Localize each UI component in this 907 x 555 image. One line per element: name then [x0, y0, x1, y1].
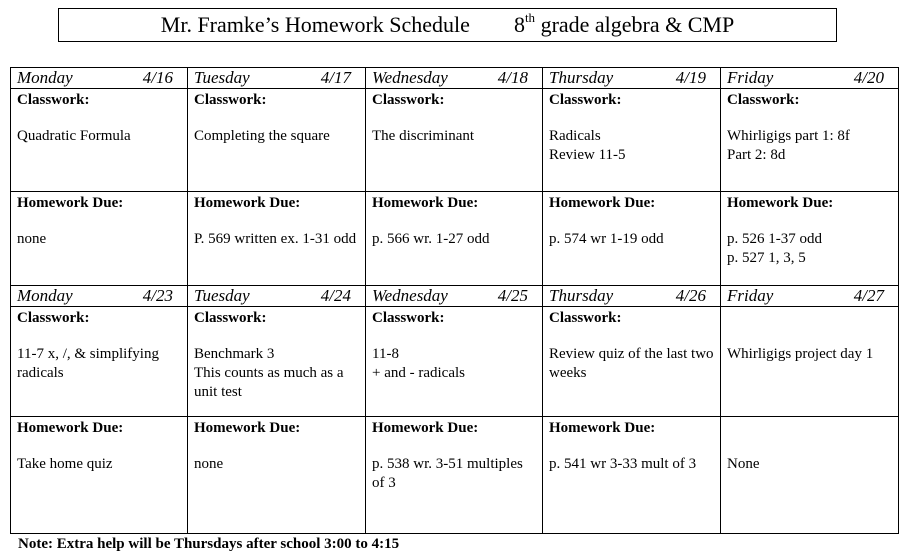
day-date: 4/17: [320, 68, 351, 87]
day-header: [11, 68, 188, 89]
homework-label: Homework Due:: [372, 195, 479, 212]
homework-cell: [11, 192, 188, 286]
day-date: 4/23: [142, 285, 173, 305]
homework-cell: [11, 416, 188, 533]
day-name: Monday: [17, 68, 73, 87]
classwork-text: Whirligigs project day 1: [727, 346, 874, 363]
day-header: [721, 285, 899, 306]
homework-text: p. 566 wr. 1-27 odd: [372, 231, 490, 248]
homework-cell: [366, 192, 543, 286]
day-name: Thursday: [549, 285, 614, 305]
day-date: 4/25: [497, 285, 528, 305]
day-name: Monday: [17, 285, 73, 305]
day-name: Thursday: [549, 68, 614, 87]
classwork-cell: [543, 307, 721, 417]
day-name: Tuesday: [194, 68, 250, 87]
classwork-label: Classwork:: [372, 92, 445, 109]
title-grade-course: grade algebra & CMP: [535, 12, 735, 37]
homework-label: Homework Due:: [549, 419, 656, 436]
classwork-text: 11-7 x, /, & simplifying radicals: [17, 346, 159, 382]
homework-label: Homework Due:: [17, 195, 124, 212]
classwork-text: 11-8 + and - radicals: [372, 346, 466, 382]
classwork-text: Benchmark 3 This counts as much as a unit test: [194, 346, 344, 401]
homework-text: Take home quiz: [17, 455, 113, 472]
day-name: Friday: [727, 68, 774, 87]
homework-label: Homework Due:: [194, 195, 301, 212]
classwork-cell: [366, 89, 543, 192]
classwork-label: Classwork:: [372, 310, 445, 327]
day-name: Wednesday: [372, 68, 448, 87]
homework-label: Homework Due:: [194, 419, 301, 436]
homework-text: p. 574 wr 1-19 odd: [549, 231, 664, 248]
day-name: Wednesday: [372, 285, 448, 305]
homework-cell: [721, 416, 899, 533]
homework-label: Homework Due:: [549, 195, 656, 212]
day-date: 4/26: [675, 285, 706, 305]
homework-cell: [543, 192, 721, 286]
homework-label: Homework Due:: [17, 419, 124, 436]
classwork-text: Completing the square: [194, 128, 330, 145]
homework-text: P. 569 written ex. 1-31 odd: [194, 231, 357, 248]
day-header: [188, 285, 366, 306]
homework-cell: [543, 416, 721, 533]
classwork-label: Classwork:: [549, 92, 622, 109]
day-name: Friday: [727, 285, 774, 305]
classwork-text: Review quiz of the last two weeks: [549, 346, 714, 382]
day-header: [366, 68, 543, 89]
homework-text: none: [194, 455, 224, 472]
day-header: [366, 285, 543, 306]
extra-help-note: Note: Extra help will be Thursdays after school 3:00 to 4:15: [18, 536, 400, 552]
week-1-homework-row: [11, 192, 899, 286]
week-2-classwork-row: [11, 307, 899, 417]
classwork-label: Classwork:: [194, 310, 267, 327]
day-header: [721, 68, 899, 89]
week-2-day-header-row: [11, 285, 899, 306]
day-header: [543, 68, 721, 89]
day-header: [11, 285, 188, 306]
homework-cell: [188, 192, 366, 286]
classwork-label: Classwork:: [549, 310, 622, 327]
day-date: 4/24: [320, 285, 351, 305]
classwork-text: The discriminant: [372, 128, 475, 145]
day-header: [543, 285, 721, 306]
classwork-label: Classwork:: [17, 310, 90, 327]
week-1-classwork-row: [11, 89, 899, 192]
title-grade-suffix: th: [524, 10, 536, 25]
classwork-label: Classwork:: [17, 92, 90, 109]
homework-cell: [188, 416, 366, 533]
classwork-cell: [188, 307, 366, 417]
classwork-text: Radicals Review 11-5: [549, 128, 626, 164]
title-grade-number: 8: [513, 12, 525, 37]
homework-cell: [721, 192, 899, 286]
homework-cell: [366, 416, 543, 533]
homework-text: p. 538 wr. 3-51 multiples of 3: [372, 455, 523, 491]
day-date: 4/27: [853, 285, 884, 305]
day-date: 4/18: [497, 68, 528, 87]
classwork-cell: [366, 307, 543, 417]
classwork-text: Quadratic Formula: [17, 128, 131, 145]
homework-schedule-table: [10, 67, 899, 534]
classwork-cell: [721, 89, 899, 192]
homework-label: Homework Due:: [727, 195, 834, 212]
week-2-homework-row: [11, 416, 899, 533]
classwork-label: Classwork:: [727, 92, 800, 109]
classwork-cell: [188, 89, 366, 192]
classwork-cell: [543, 89, 721, 192]
homework-text: None: [727, 455, 760, 472]
title-grade: [514, 12, 734, 38]
week-1-day-header-row: [11, 68, 899, 89]
day-name: Tuesday: [194, 285, 250, 305]
homework-text: p. 526 1-37 odd p. 527 1, 3, 5: [727, 231, 822, 267]
classwork-cell: [721, 307, 899, 417]
homework-label: Homework Due:: [372, 419, 479, 436]
day-date: 4/20: [853, 68, 884, 87]
schedule-title: [58, 8, 837, 42]
day-date: 4/16: [142, 68, 173, 87]
homework-text: p. 541 wr 3-33 mult of 3: [549, 455, 697, 472]
title-teacher: Mr. Framke’s Homework Schedule: [160, 12, 470, 37]
homework-text: none: [17, 231, 47, 248]
classwork-label: Classwork:: [194, 92, 267, 109]
day-header: [188, 68, 366, 89]
classwork-cell: [11, 89, 188, 192]
classwork-cell: [11, 307, 188, 417]
classwork-text: Whirligigs part 1: 8f Part 2: 8d: [727, 128, 850, 164]
day-date: 4/19: [675, 68, 706, 87]
